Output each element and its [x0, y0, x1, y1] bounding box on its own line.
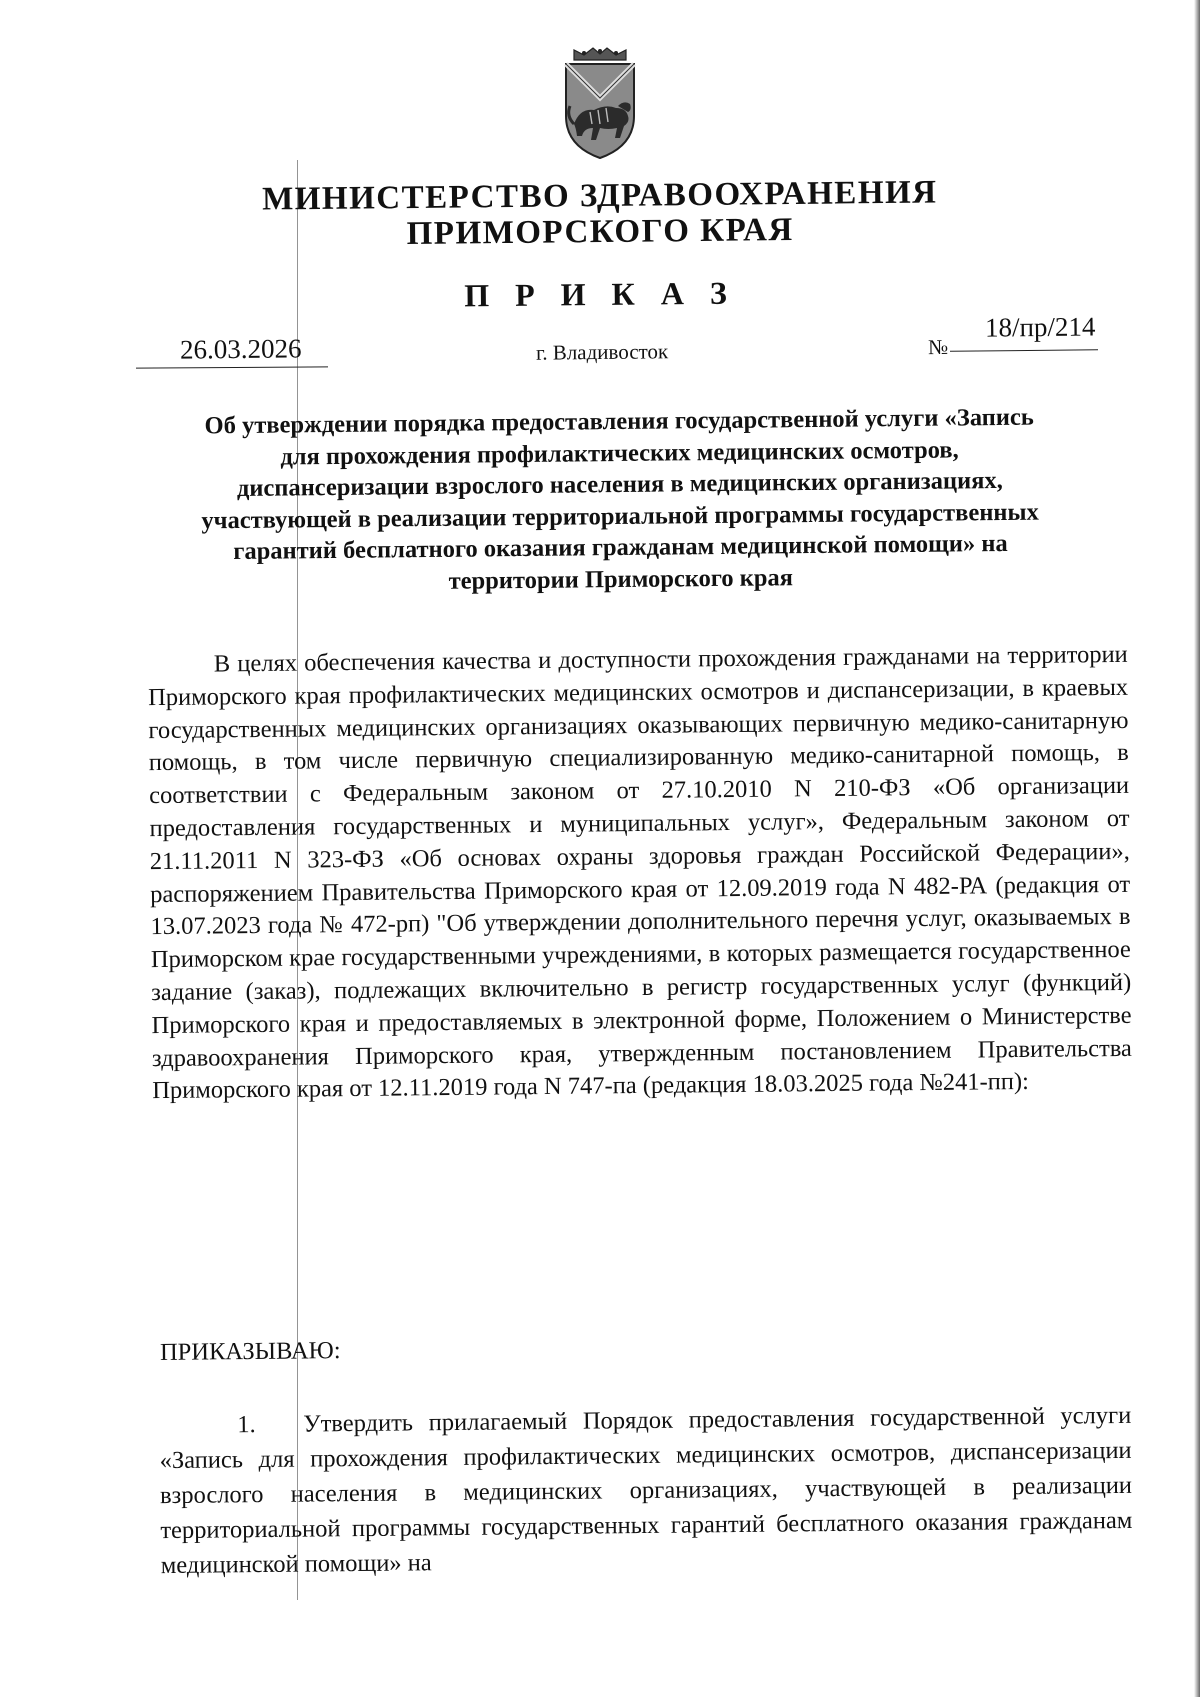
coat-of-arms-icon [560, 46, 640, 162]
date-underline [136, 366, 328, 368]
number-sign: № [927, 334, 949, 360]
ministry-line-1: МИНИСТЕРСТВО ЗДРАВООХРАНЕНИЯ [261, 174, 938, 218]
scan-edge-shadow [1194, 0, 1200, 1697]
order-number: 18/пр/214 [984, 311, 1096, 343]
subject-line-4: участвующей в реализации территориальной программы государственных [201, 498, 1039, 534]
order-item [159, 1398, 1133, 1583]
decree-word: ПРИКАЗЫВАЮ: [159, 1337, 341, 1366]
order-city: г. Владивосток [535, 339, 669, 365]
subject-line-5: гарантий бесплатного оказания гражданам медицинской помощи» на [233, 529, 1008, 566]
ministry-name [200, 174, 1001, 254]
order-subject [129, 401, 1111, 600]
order-date: 26.03.2026 [179, 333, 302, 365]
order-item-text: Утвердить прилагаемый Порядок предоставления государственной услуги «Запись для прохождения профилактических медицинских осмотров, диспансеризации взрослого населения в медицинских организациях, участвующей в реализации территориальной программы государственных гарантий бесплатного оказания гражданам медицинской помощи» на [159, 1401, 1133, 1580]
preamble-paragraph: В целях обеспечения качества и доступности прохождения гражданами на территории Приморского края профилактических медицинских осмотров и диспансеризации, в краевых государственных медицинских организациях оказывающих первичную медико-санитарную помощь, в том числе первичную специализированную медико-санитарной помощь, в соответствии с Федеральным законом от 27.10.2010 N 210-ФЗ «Об организации предоставления государственных и муниципальных услуг», Федеральным законом от 21.11.2011 N 323-ФЗ «Об основах охраны здоровья граждан Российской Федерации», распоряжением Правительства Приморского края от 12.09.2019 года N 482-РА (редакция от 13.07.2023 года № 472-рп) "Об утверждении дополнительного перечня услуг, оказываемых в Приморском крае государственными учреждениями, в которых размещается государственное задание (заказ), подлежащих включительно в регистр государственных услуг (функций) Приморского края и предоставляемых в электронной форме, Положением о Министерстве здравоохранения Приморского края, утвержденным постановлением Правительства Приморского края от 12.11.2019 года N 747-па (редакция 18.03.2025 года №241-пп): [147, 640, 1132, 1105]
order-item-number: 1. [237, 1411, 256, 1439]
subject-line-2: для прохождения профилактических медицинских осмотров, [280, 435, 959, 471]
ministry-line-2: ПРИМОРСКОГО КРАЯ [406, 211, 794, 253]
number-underline [950, 349, 1098, 352]
subject-line-6: территории Приморского края [448, 563, 794, 595]
subject-line-3: диспансеризации взрослого населения в медицинских организациях, [236, 466, 1003, 503]
order-title: П Р И К А З [464, 274, 736, 314]
subject-line-1: Об утверждении порядка предоставления государственной услуги «Запись [204, 403, 1034, 440]
